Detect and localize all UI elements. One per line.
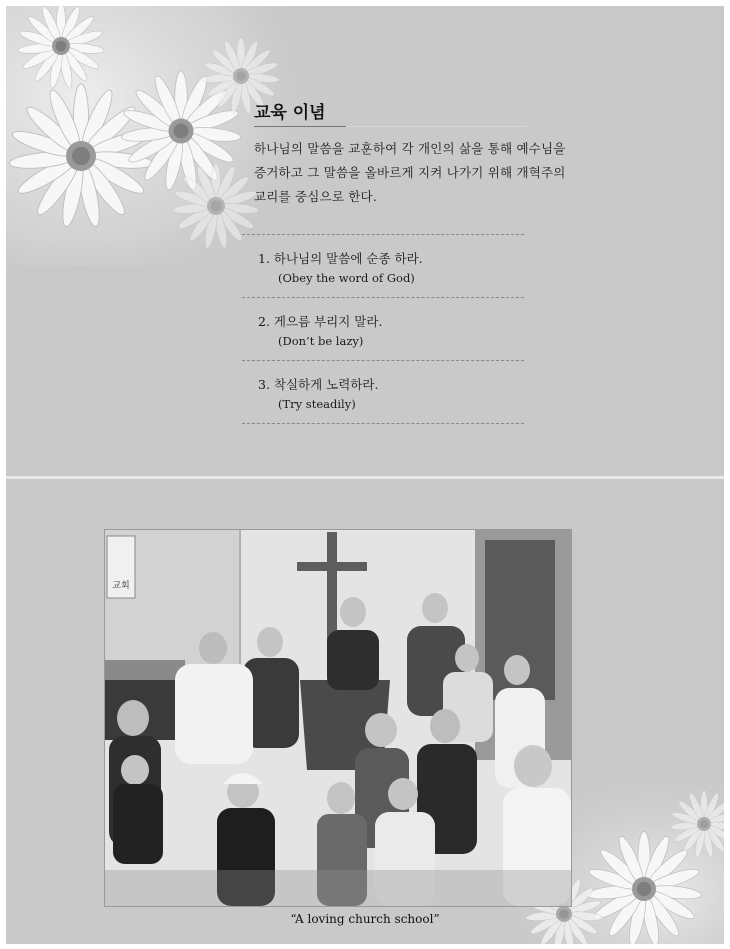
title-underline-light	[346, 126, 526, 127]
motto-english: (Try steadily)	[278, 397, 356, 411]
title-underline	[254, 126, 346, 127]
motto-item	[242, 297, 524, 360]
flower-decoration-top	[6, 6, 306, 266]
page	[6, 6, 724, 944]
group-photo	[105, 530, 571, 906]
motto-item	[242, 360, 524, 424]
intro-line: 증거하고 그 말씀을 올바르게 지켜 나가기 위해 개혁주의	[254, 165, 566, 180]
motto-english: (Don’t be lazy)	[278, 334, 364, 348]
motto-korean: 1. 하나님의 말씀에 순종 하라.	[258, 251, 423, 266]
intro-paragraph	[254, 137, 624, 209]
intro-line: 교리를 중심으로 한다.	[254, 189, 377, 204]
intro-line: 하나님의 말씀을 교훈하여 각 개인의 삶을 통해 예수님을	[254, 141, 566, 156]
photo-caption: “A loving church school”	[290, 912, 440, 926]
section-divider	[6, 476, 724, 479]
motto-korean: 3. 착실하게 노력하라.	[258, 377, 379, 392]
motto-item	[242, 234, 524, 297]
wall-sign-text: 교회	[112, 581, 130, 591]
motto-list	[242, 234, 524, 424]
section-title: 교육 이념	[254, 103, 326, 123]
group-photo-illustration	[105, 530, 571, 906]
motto-english: (Obey the word of God)	[278, 271, 415, 285]
motto-korean: 2. 게으름 부리지 말라.	[258, 314, 383, 329]
